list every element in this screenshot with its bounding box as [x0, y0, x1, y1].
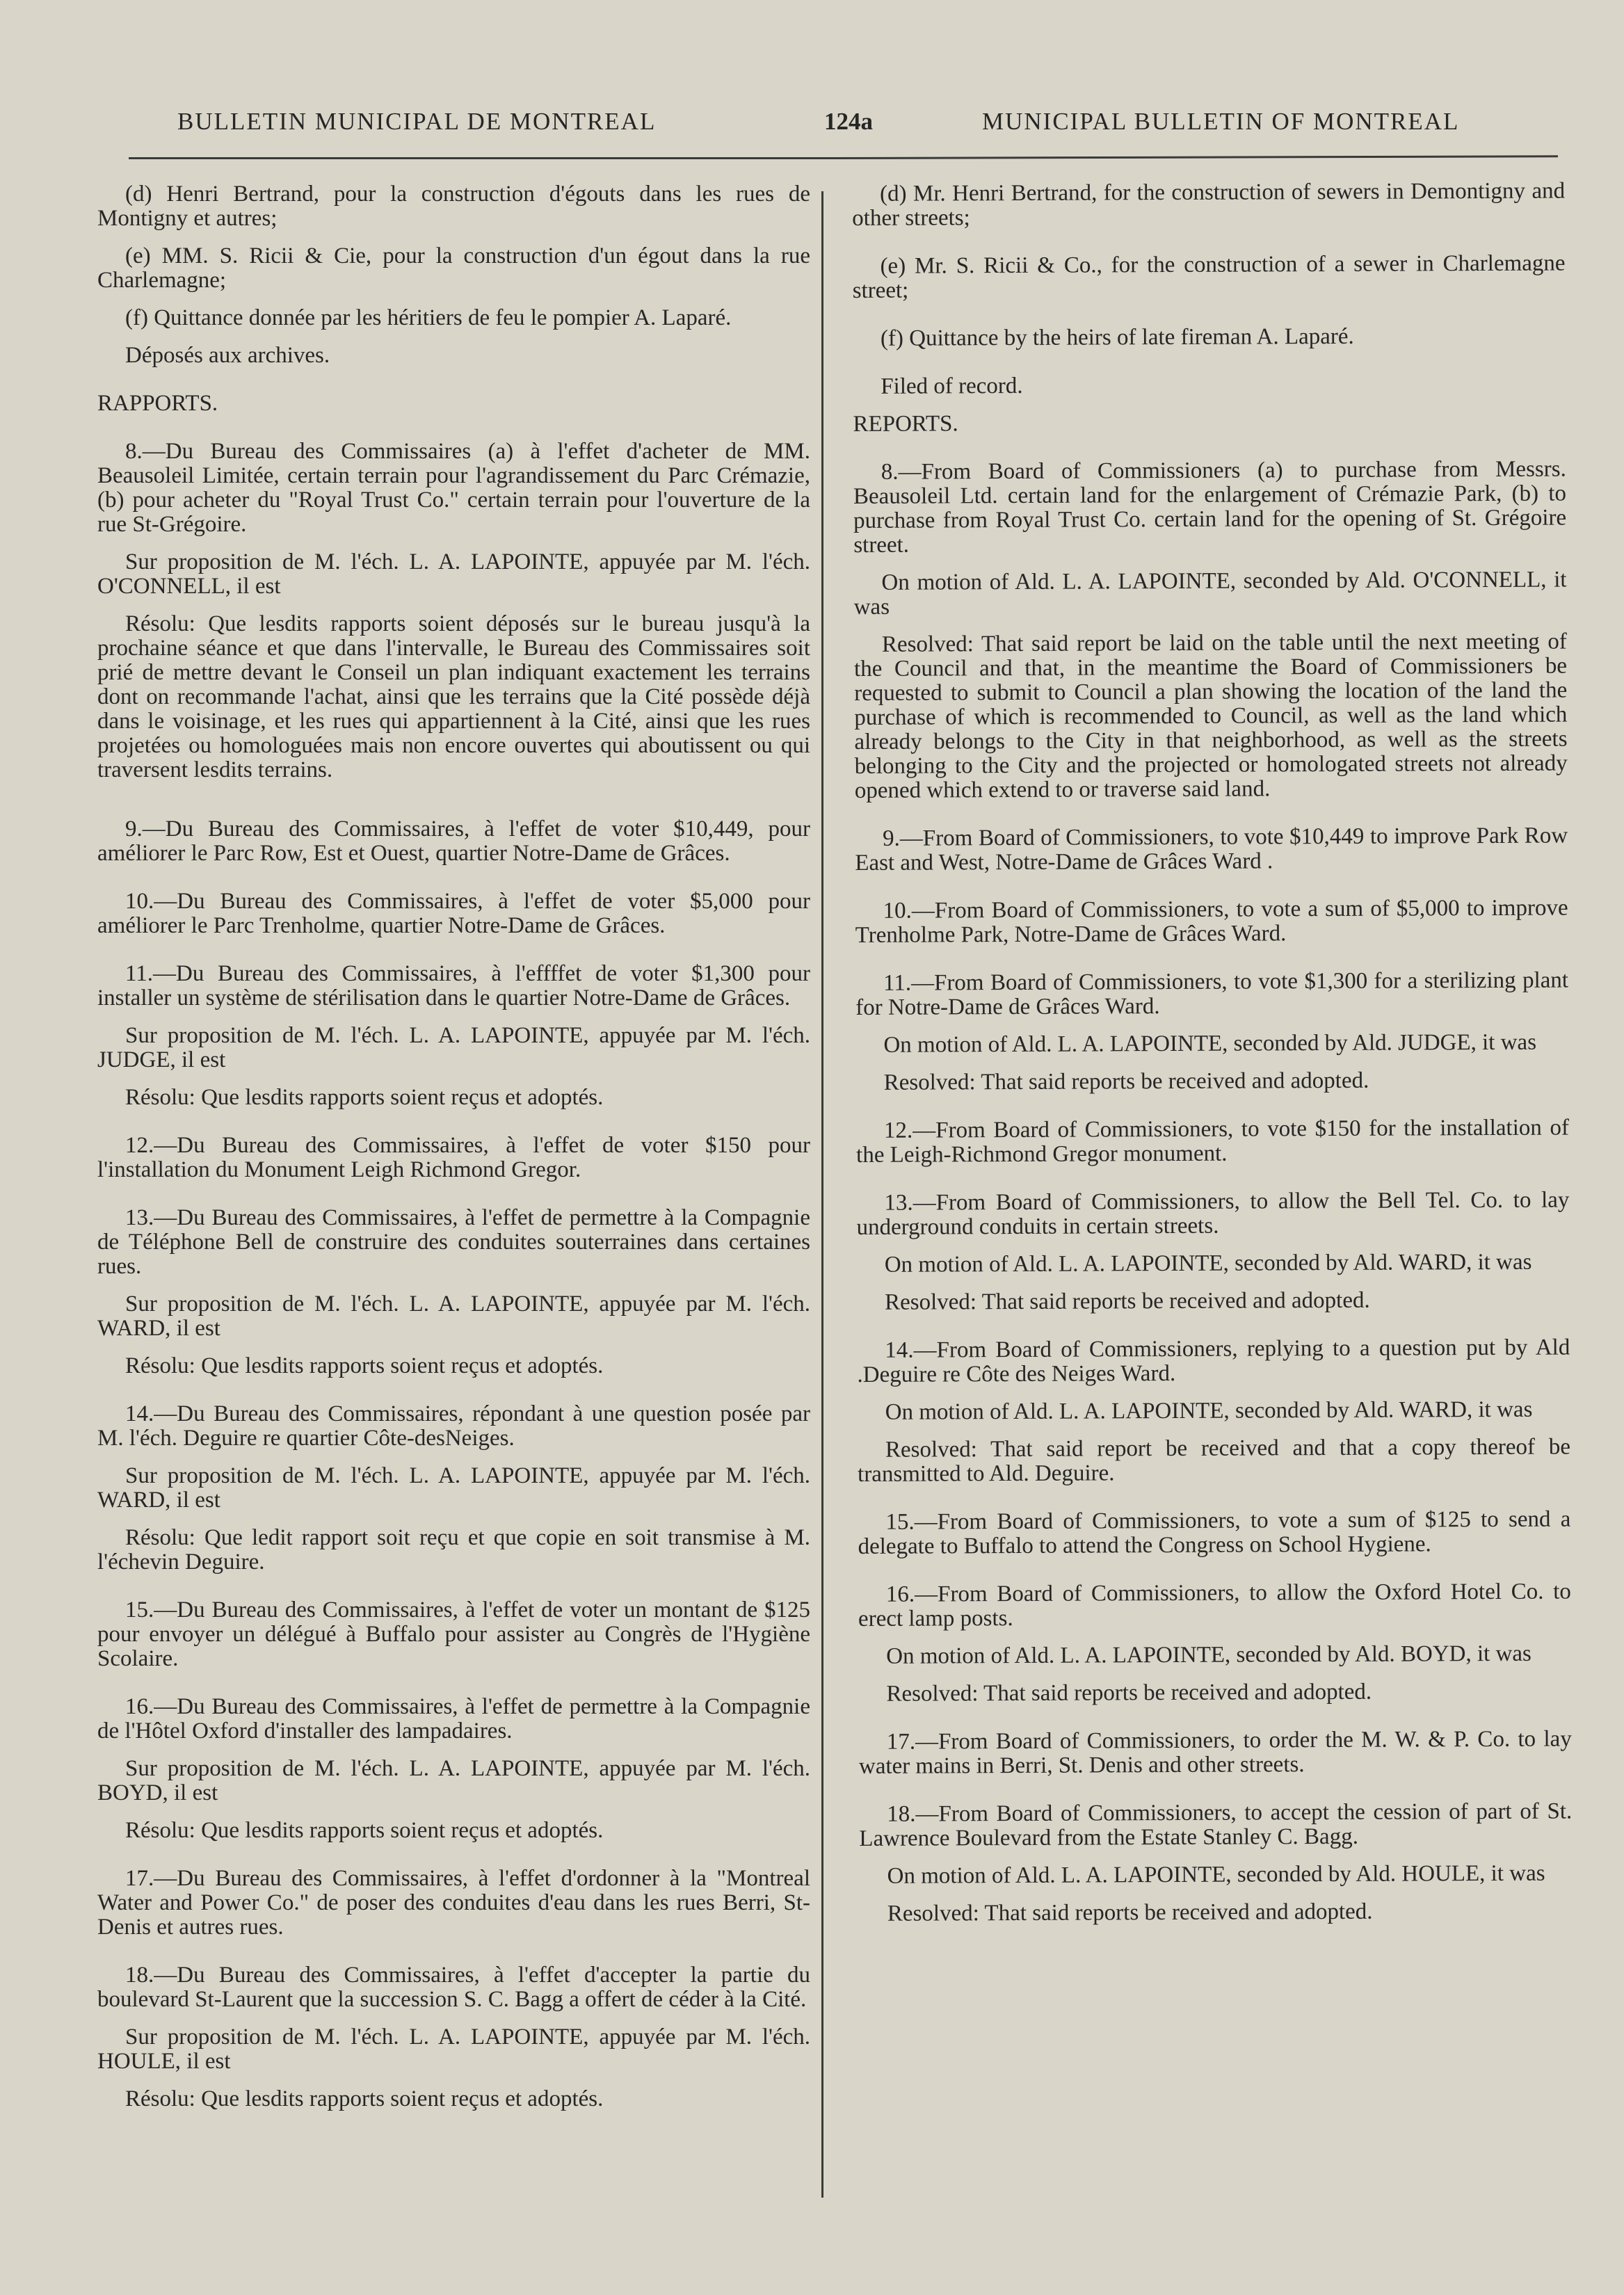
- en-motion-14: On motion of Ald. L. A. LAPOINTE, seconded by Ald. WARD, it was: [885, 1396, 1533, 1425]
- en-report-8: 8.—From Board of Commissioners (a) to purchase from Messrs. Beausoleil Ltd. certain land for the enlargement of Crémazie Park, (b) to purchase from Royal Trust Co. certain land for the opening of St. Grégoire street.: [853, 456, 1567, 558]
- fr-resolution-13: Résolu: Que lesdits rapports soient reçus et adoptés.: [125, 1353, 604, 1378]
- en-report-10: 10.—From Board of Commissioners, to vote a sum of $5,000 to improve Trenholme Park, Notre-Dame de Grâces Ward.: [855, 895, 1568, 948]
- fr-report-17: 17.—Du Bureau des Commissaires, à l'effet d'ordonner à la "Montreal Water and Power Co." de poser des conduites d'eau dans les rues Berri, St-Denis et autres rues.: [97, 1866, 810, 1940]
- en-motion-8: On motion of Ald. L. A. LAPOINTE, seconded by Ald. O'CONNELL, it was: [853, 567, 1567, 620]
- fr-item-f: (f) Quittance donnée par les héritiers de feu le pompier A. Laparé.: [125, 305, 732, 330]
- en-report-13: 13.—From Board of Commissioners, to allow the Bell Tel. Co. to lay underground conduits in certain streets.: [856, 1187, 1570, 1240]
- fr-resolution-8: Résolu: Que lesdits rapports soient déposés sur le bureau jusqu'à la prochaine séance et que dans l'intervalle, le Bureau des Commissaires soit prié de mettre devant le Conseil un plan indiquant exactement les terrains dont on recommande l'achat, ainsi que les terrains que la Cité possède déjà dans le voisinage, et les rues qui appartiennent à la Cité, ainsi que les rues projetées ou homologuées mais non encore ouvertes qui aboutissent ou qui traversent lesdits terrains.: [97, 611, 810, 782]
- en-report-18: 18.—From Board of Commissioners, to accept the cession of part of St. Lawrence Boulevard from the Estate Stanley C. Bagg.: [859, 1798, 1573, 1851]
- header-rule-right: [835, 155, 1558, 159]
- en-report-9: 9.—From Board of Commissioners, to vote $10,449 to improve Park Row East and West, Notre-Dame de Grâces Ward .: [855, 823, 1568, 876]
- fr-report-13: 13.—Du Bureau des Commissaires, à l'effet de permettre à la Compagnie de Téléphone Bell de construire des conduites souterraines dans certaines rues.: [97, 1205, 810, 1279]
- en-motion-11: On motion of Ald. L. A. LAPOINTE, seconded by Ald. JUDGE, it was: [883, 1029, 1537, 1058]
- english-column: [852, 179, 1573, 1926]
- column-divider: [821, 191, 823, 2198]
- en-resolution-13: Resolved: That said reports be received and adopted.: [884, 1287, 1370, 1315]
- fr-motion-18: Sur proposition de M. l'éch. L. A. LAPOINTE, appuyée par M. l'éch. HOULE, il est: [97, 2024, 810, 2074]
- en-item-f: (f) Quittance by the heirs of late fireman A. Laparé.: [880, 323, 1354, 351]
- fr-report-8: 8.—Du Bureau des Commissaires (a) à l'effet d'acheter de MM. Beausoleil Limitée, certain terrain pour l'agrandissement du Parc Crémazie, (b) pour acheter du "Royal Trust Co." certain terrain pour l'ouverture de la rue St-Grégoire.: [97, 439, 810, 537]
- fr-resolution-11: Résolu: Que lesdits rapports soient reçus et adoptés.: [125, 1085, 604, 1110]
- fr-report-15: 15.—Du Bureau des Commissaires, à l'effet de voter un montant de $125 pour envoyer un délégué à Buffalo pour assister au Congrès de l'Hygiène Scolaire.: [97, 1597, 810, 1671]
- header-english-title: MUNICIPAL BULLETIN OF MONTREAL: [982, 108, 1460, 135]
- en-report-15: 15.—From Board of Commissioners, to vote a sum of $125 to send a delegate to Buffalo to attend the Congress on School Hygiene.: [858, 1506, 1571, 1559]
- page-number: 124a: [824, 108, 873, 135]
- en-motion-16: On motion of Ald. L. A. LAPOINTE, seconded by Ald. BOYD, it was: [886, 1641, 1531, 1669]
- fr-motion-11: Sur proposition de M. l'éch. L. A. LAPOINTE, appuyée par M. l'éch. JUDGE, il est: [97, 1023, 810, 1072]
- en-resolution-8: Resolved: That said report be laid on the table until the next meeting of the Council and that, in the meantime the Board of Commissioners be requested to submit to Council a plan showing the location of the land the purchase of which is recommended to Council, as well as the land which already belongs to the City in that neighborhood, as well as the streets belonging to the City and the projected or homologated streets not already opened which extend to or traverse said land.: [853, 629, 1568, 803]
- fr-motion-16: Sur proposition de M. l'éch. L. A. LAPOINTE, appuyée par M. l'éch. BOYD, il est: [97, 1756, 810, 1805]
- en-resolution-18: Resolved: That said reports be received and adopted.: [887, 1899, 1373, 1926]
- fr-report-10: 10.—Du Bureau des Commissaires, à l'effet de voter $5,000 pour améliorer le Parc Trenholme, quartier Notre-Dame de Grâces.: [97, 889, 810, 938]
- en-report-17: 17.—From Board of Commissioners, to order the M. W. & P. Co. to lay water mains in Berri, St. Denis and other streets.: [858, 1726, 1572, 1779]
- en-resolution-14: Resolved: That said report be received and that a copy thereof be transmitted to Ald. Deguire.: [858, 1434, 1571, 1487]
- fr-report-12: 12.—Du Bureau des Commissaires, à l'effet de voter $150 pour l'installation du Monument Leigh Richmond Gregor.: [97, 1133, 810, 1182]
- fr-resolution-16: Résolu: Que lesdits rapports soient reçus et adoptés.: [125, 1818, 604, 1843]
- french-column: [97, 182, 810, 2111]
- en-report-11: 11.—From Board of Commissioners, to vote $1,300 for a sterilizing plant for Notre-Dame de Grâces Ward.: [855, 967, 1569, 1020]
- fr-report-18: 18.—Du Bureau des Commissaires, à l'effet d'accepter la partie du boulevard St-Laurent que la succession S. C. Bagg a offert de céder à la Cité.: [97, 1963, 810, 2012]
- fr-report-9: 9.—Du Bureau des Commissaires, à l'effet de voter $10,449, pour améliorer le Parc Row, Est et Ouest, quartier Notre-Dame de Grâces.: [97, 816, 810, 866]
- en-report-14: 14.—From Board of Commissioners, replying to a question put by Ald .Deguire re Côte des Neiges Ward.: [857, 1335, 1570, 1387]
- en-motion-18: On motion of Ald. L. A. LAPOINTE, seconded by Ald. HOULE, it was: [887, 1860, 1545, 1889]
- fr-report-16: 16.—Du Bureau des Commissaires, à l'effet de permettre à la Compagnie de l'Hôtel Oxford d'installer des lampadaires.: [97, 1694, 810, 1744]
- fr-resolution-14: Résolu: Que ledit rapport soit reçu et que copie en soit transmise à M. l'échevin Deguire.: [97, 1525, 810, 1575]
- en-resolution-11: Resolved: That said reports be received and adopted.: [883, 1068, 1369, 1095]
- fr-filed-note: Déposés aux archives.: [125, 343, 330, 368]
- fr-resolution-18: Résolu: Que lesdits rapports soient reçus et adoptés.: [125, 2086, 604, 2111]
- page-header: [129, 101, 1506, 143]
- fr-report-14: 14.—Du Bureau des Commissaires, répondant à une question posée par M. l'éch. Deguire re quartier Côte-desNeiges.: [97, 1401, 810, 1451]
- header-rule-left: [129, 157, 835, 159]
- en-resolution-16: Resolved: That said reports be received and adopted.: [886, 1679, 1372, 1707]
- en-report-12: 12.—From Board of Commissioners, to vote $150 for the installation of the Leigh-Richmond Gregor monument.: [856, 1115, 1570, 1168]
- en-motion-13: On motion of Ald. L. A. LAPOINTE, seconded by Ald. WARD, it was: [884, 1249, 1532, 1278]
- fr-motion-14: Sur proposition de M. l'éch. L. A. LAPOINTE, appuyée par M. l'éch. WARD, il est: [97, 1463, 810, 1513]
- fr-motion-13: Sur proposition de M. l'éch. L. A. LAPOINTE, appuyée par M. l'éch. WARD, il est: [97, 1291, 810, 1341]
- en-item-d: (d) Mr. Henri Bertrand, for the construction of sewers in Demontigny and other streets;: [852, 178, 1566, 231]
- en-section-heading: REPORTS.: [853, 411, 958, 437]
- fr-motion-8: Sur proposition de M. l'éch. L. A. LAPOINTE, appuyée par M. l'éch. O'CONNELL, il est: [97, 549, 810, 599]
- en-report-16: 16.—From Board of Commissioners, to allow the Oxford Hotel Co. to erect lamp posts.: [858, 1579, 1571, 1632]
- fr-item-e: (e) MM. S. Ricii & Cie, pour la construction d'un égout dans la rue Charlemagne;: [97, 243, 810, 293]
- header-french-title: BULLETIN MUNICIPAL DE MONTREAL: [177, 108, 657, 135]
- en-filed-note: Filed of record.: [881, 373, 1023, 399]
- en-item-e: (e) Mr. S. Ricii & Co., for the construction of a sewer in Charlemagne street;: [852, 250, 1566, 303]
- fr-report-11: 11.—Du Bureau des Commissaires, à l'effffet de voter $1,300 pour installer un système de stérilisation dans le quartier Notre-Dame de Grâces.: [97, 961, 810, 1010]
- fr-section-heading: RAPPORTS.: [97, 391, 218, 416]
- fr-item-d: (d) Henri Bertrand, pour la construction d'égouts dans les rues de Montigny et autres;: [97, 182, 810, 231]
